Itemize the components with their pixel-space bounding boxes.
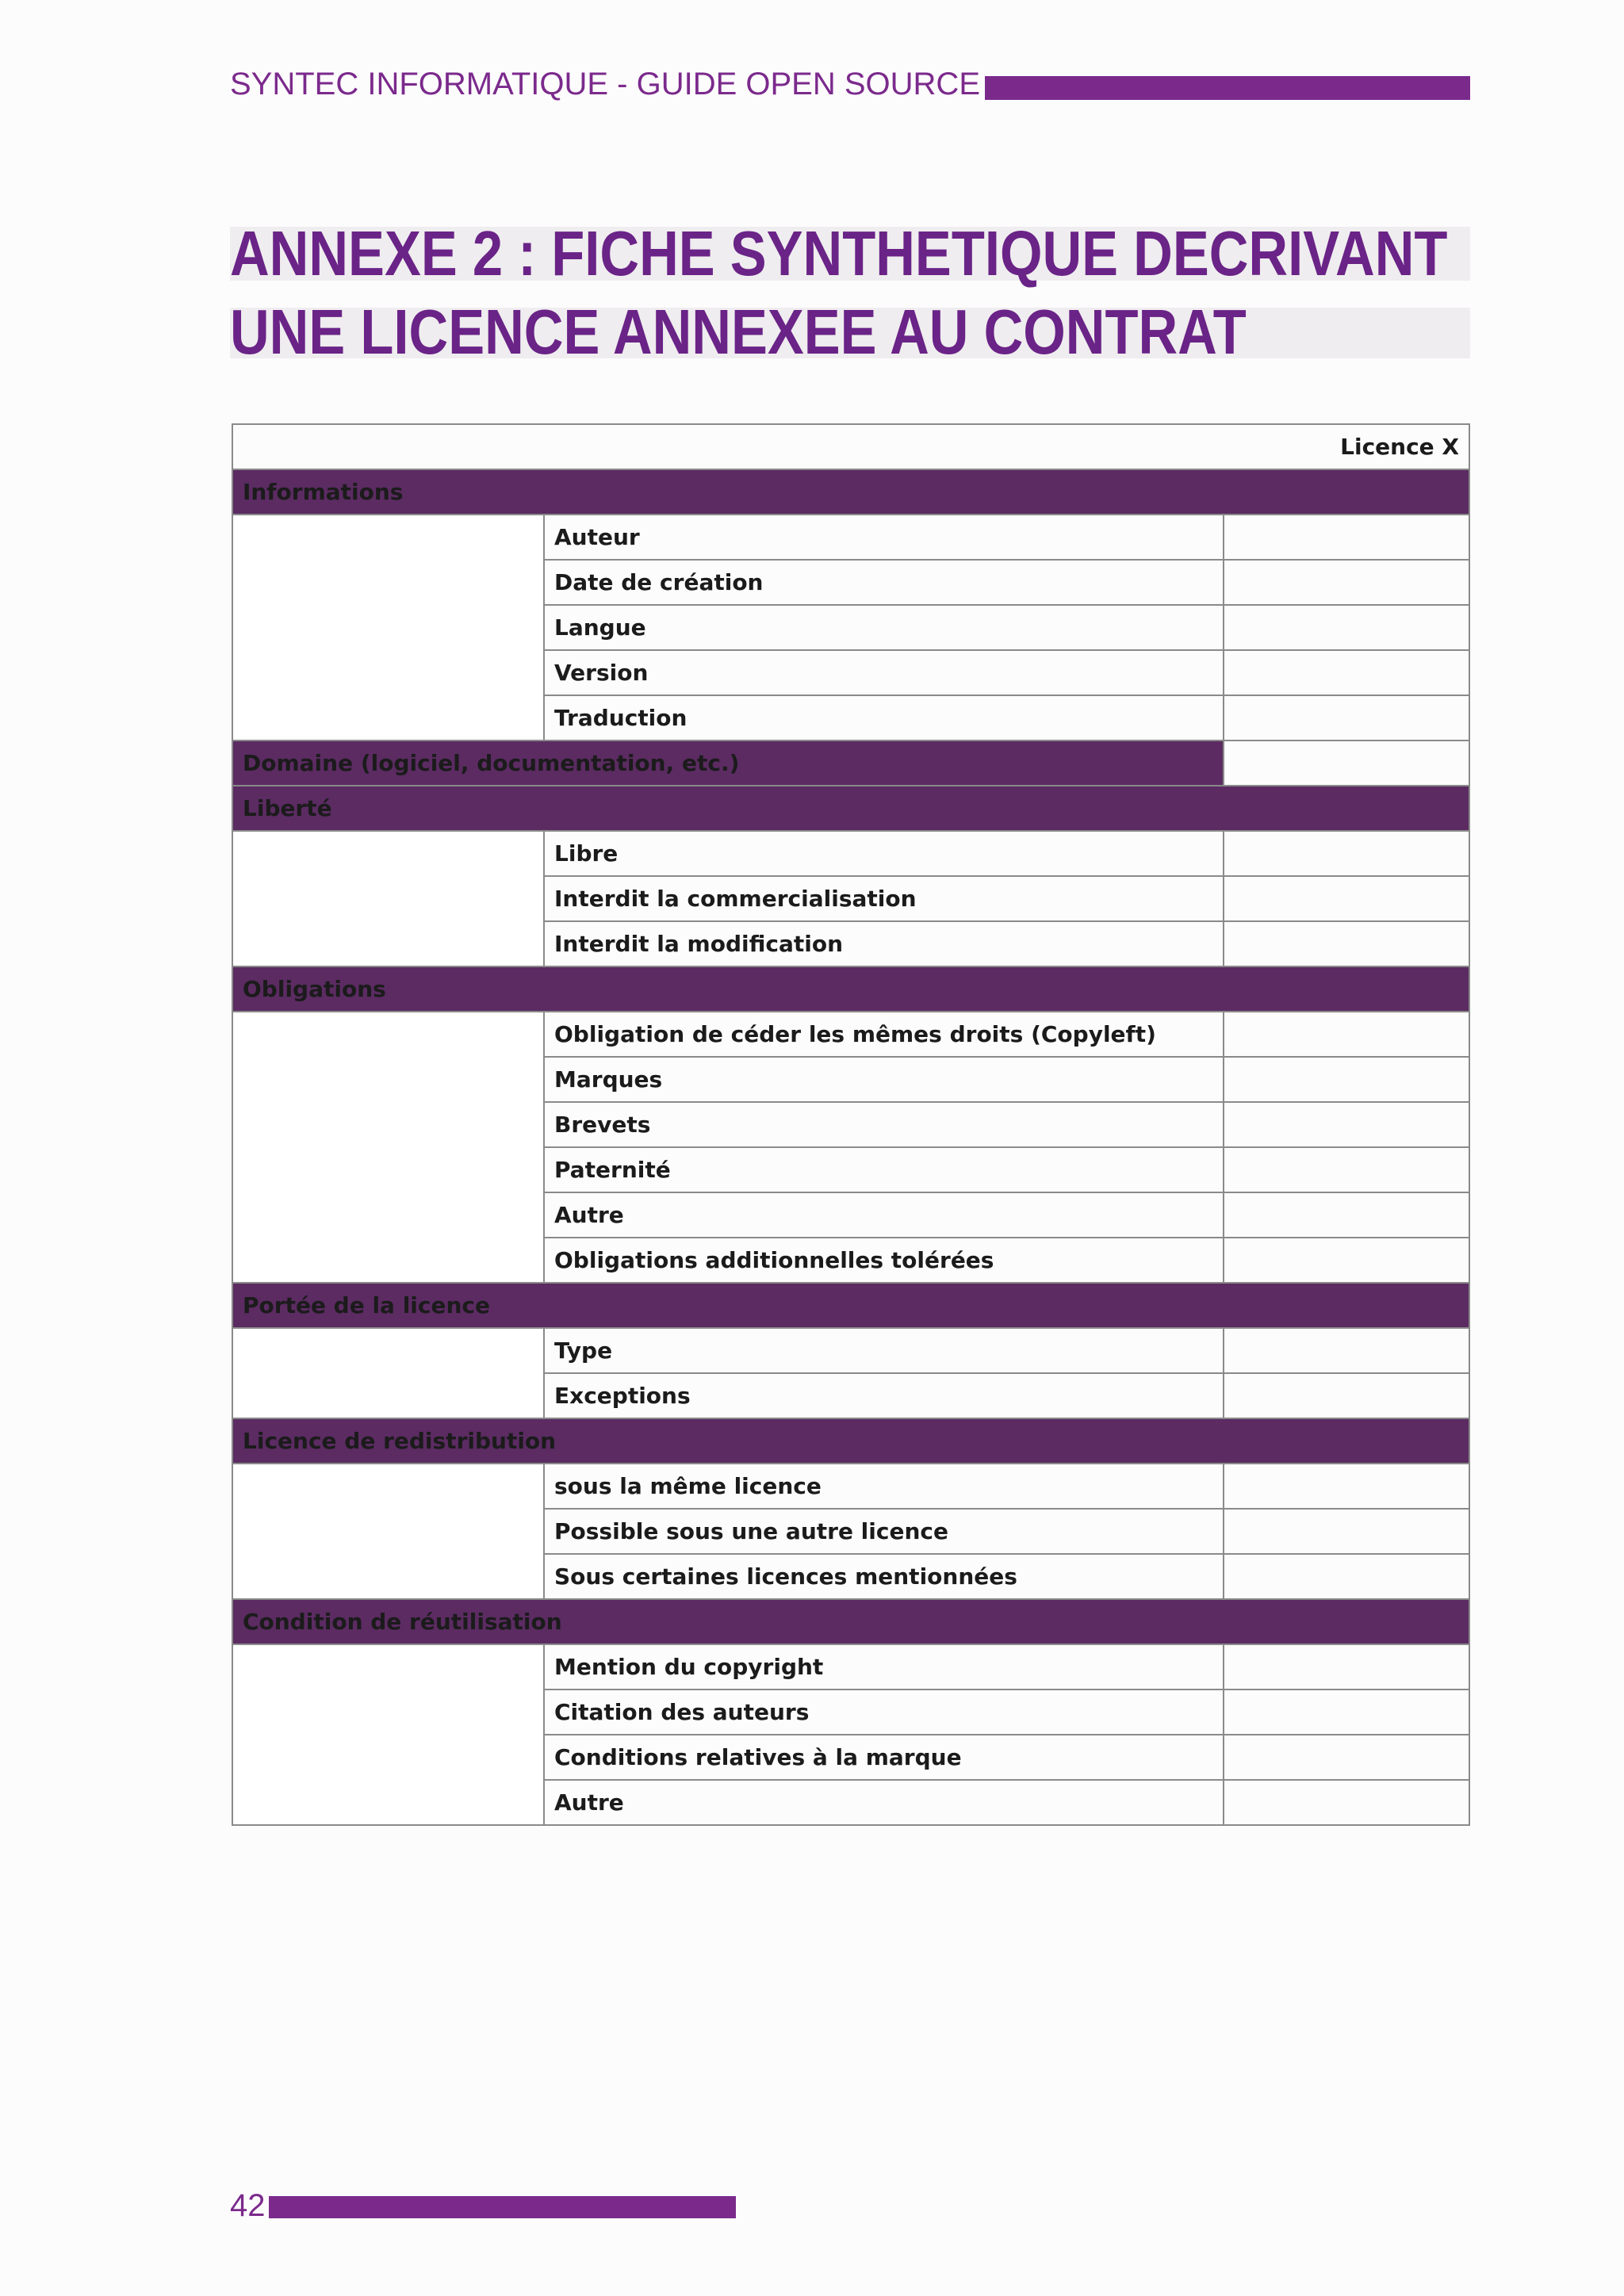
section-row [232, 469, 1469, 515]
value-cell[interactable] [1224, 1012, 1469, 1057]
row-label: Libre [544, 831, 1224, 876]
footer-bar [230, 2196, 736, 2218]
section-row [232, 1283, 1469, 1328]
row-label: Traduction [544, 695, 1224, 740]
table-row [232, 515, 1469, 560]
row-label: Mention du copyright [544, 1644, 1224, 1689]
value-cell[interactable] [1224, 1238, 1469, 1283]
row-label: Autre [544, 1192, 1224, 1238]
row-label: sous la même licence [544, 1464, 1224, 1509]
row-label: Langue [544, 605, 1224, 650]
row-label: Obligations additionnelles tolérées [544, 1238, 1224, 1283]
table-row [232, 831, 1469, 876]
table-row [232, 1464, 1469, 1509]
value-cell[interactable] [1224, 1102, 1469, 1147]
value-cell[interactable] [1224, 605, 1469, 650]
row-label: Citation des auteurs [544, 1689, 1224, 1735]
row-label: Date de création [544, 560, 1224, 605]
value-cell[interactable] [1224, 1328, 1469, 1373]
row-label: Type [544, 1328, 1224, 1373]
section-row [232, 1418, 1469, 1464]
row-label: Possible sous une autre licence [544, 1509, 1224, 1554]
page-title-line-1: ANNEXE 2 : FICHE SYNTHETIQUE DECRIVANT [230, 218, 1448, 289]
row-label: Interdit la commercialisation [544, 876, 1224, 921]
row-label: Version [544, 650, 1224, 695]
value-cell[interactable] [1224, 1735, 1469, 1780]
licence-title: Licence X [232, 424, 1469, 469]
value-cell[interactable] [1224, 1147, 1469, 1192]
group-cell [232, 831, 544, 966]
section-informations: Informations [232, 469, 1469, 515]
section-portee: Portée de la licence [232, 1283, 1469, 1328]
value-cell[interactable] [1224, 921, 1469, 966]
row-label: Auteur [544, 515, 1224, 560]
section-row [232, 740, 1469, 786]
section-liberte: Liberté [232, 786, 1469, 831]
row-label: Marques [544, 1057, 1224, 1102]
table-title-row [232, 424, 1469, 469]
value-cell[interactable] [1224, 695, 1469, 740]
value-cell[interactable] [1224, 1554, 1469, 1599]
value-cell[interactable] [1224, 1057, 1469, 1102]
header-text: SYNTEC INFORMATIQUE - GUIDE OPEN SOURCE [230, 68, 985, 100]
row-label: Brevets [544, 1102, 1224, 1147]
section-domaine: Domaine (logiciel, documentation, etc.) [232, 740, 1224, 786]
value-cell[interactable] [1224, 1464, 1469, 1509]
value-cell[interactable] [1224, 1192, 1469, 1238]
row-label: Exceptions [544, 1373, 1224, 1418]
value-cell[interactable] [1224, 740, 1469, 786]
row-label: Conditions relatives à la marque [544, 1735, 1224, 1780]
section-reutilisation: Condition de réutilisation [232, 1599, 1469, 1644]
row-label: Paternité [544, 1147, 1224, 1192]
page-title-line-2: UNE LICENCE ANNEXEE AU CONTRAT [230, 297, 1247, 367]
section-row [232, 786, 1469, 831]
row-label: Sous certaines licences mentionnées [544, 1554, 1224, 1599]
row-label: Obligation de céder les mêmes droits (Copyleft) [544, 1012, 1224, 1057]
group-cell [232, 1012, 544, 1283]
value-cell[interactable] [1224, 831, 1469, 876]
value-cell[interactable] [1224, 876, 1469, 921]
page-number: 42 [230, 2190, 269, 2221]
value-cell[interactable] [1224, 1509, 1469, 1554]
group-cell [232, 515, 544, 740]
section-row [232, 966, 1469, 1012]
row-label: Autre [544, 1780, 1224, 1825]
value-cell[interactable] [1224, 1689, 1469, 1735]
value-cell[interactable] [1224, 1780, 1469, 1825]
value-cell[interactable] [1224, 515, 1469, 560]
value-cell[interactable] [1224, 1644, 1469, 1689]
group-cell [232, 1464, 544, 1599]
value-cell[interactable] [1224, 650, 1469, 695]
group-cell [232, 1328, 544, 1418]
section-obligations: Obligations [232, 966, 1469, 1012]
row-label: Interdit la modification [544, 921, 1224, 966]
value-cell[interactable] [1224, 560, 1469, 605]
value-cell[interactable] [1224, 1373, 1469, 1418]
table-row [232, 1644, 1469, 1689]
table-row [232, 1012, 1469, 1057]
table-row [232, 1328, 1469, 1373]
group-cell [232, 1644, 544, 1825]
section-redistribution: Licence de redistribution [232, 1418, 1469, 1464]
section-row [232, 1599, 1469, 1644]
licence-table [232, 423, 1470, 1826]
